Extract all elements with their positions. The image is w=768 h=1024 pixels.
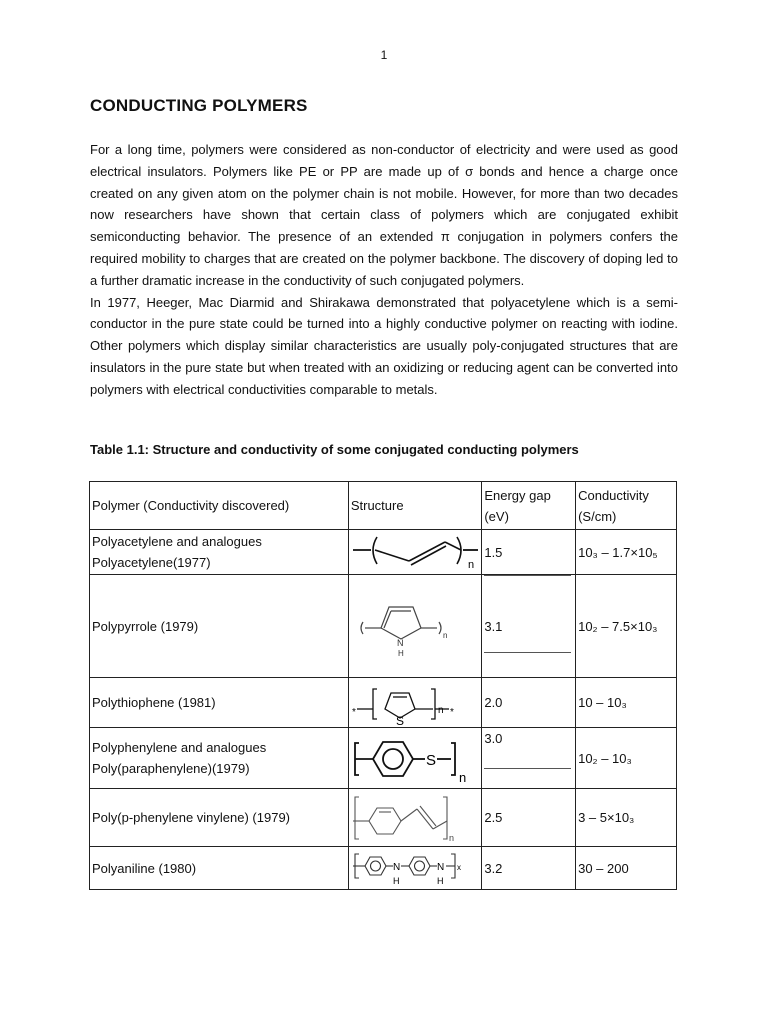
- structure-x-label: x: [456, 863, 461, 872]
- structure-cell: [348, 575, 482, 678]
- polypyrrole-structure-icon: [351, 576, 478, 676]
- asterisk-label: *: [351, 706, 356, 718]
- header-conductivity-line2: (S/cm): [578, 508, 617, 524]
- page-number: 1: [380, 48, 388, 62]
- structure-cell: [348, 728, 482, 789]
- polymer-name-line1: Polyphenylene and analogues: [92, 740, 267, 755]
- conductivity-cell: 3 – 5×10₃: [576, 789, 677, 847]
- header-energy-gap: [482, 482, 576, 530]
- polymer-name-line1: Polyacetylene and analogues: [92, 534, 262, 549]
- conductivity-cell: 10₂ – 7.5×10₃: [576, 575, 677, 678]
- energy-gap-cell: [482, 575, 576, 678]
- hydrogen-label: H: [397, 649, 404, 658]
- header-energy-gap-line2: (eV): [484, 508, 509, 524]
- polyphenylene-sulfide-structure-icon: [351, 729, 478, 787]
- polyaniline-structure-icon: [351, 848, 478, 888]
- conductivity-cell: 10₂ – 10₃: [576, 728, 677, 789]
- energy-gap-cell: [482, 728, 576, 789]
- energy-gap-cell: 3.2: [482, 847, 576, 890]
- structure-cell: [348, 530, 482, 575]
- hydrogen-label: H: [436, 876, 444, 886]
- cell-underline: [484, 768, 571, 769]
- paragraph-history: In 1977, Heeger, Mac Diarmid and Shirakawa demonstrated that polyacetylene which is a semi-conductor in the pure state could be turned into a highly conductive polymer on reacting with iodine. Other polymers which display similar characteristics are usually poly-conjugated structures that are insulators in the pure state but when treated with an oxidizing or reducing agent can be converted into polymers with electrical conductivities comparable to metals.: [90, 294, 678, 397]
- conductivity-cell: 30 – 200: [576, 847, 677, 890]
- sulfur-label: S: [425, 752, 436, 769]
- header-polymer: Polymer (Conductivity discovered): [90, 482, 349, 530]
- structure-cell: [348, 678, 482, 728]
- conductivity-cell: 10₃ – 1.7×10₅: [576, 530, 677, 575]
- table-row: [90, 678, 677, 728]
- polythiophene-structure-icon: [351, 679, 478, 727]
- ppv-structure-icon: [351, 791, 478, 845]
- header-structure: Structure: [348, 482, 482, 530]
- document-title: CONDUCTING POLYMERS: [90, 96, 308, 115]
- table-row: [90, 728, 677, 789]
- structure-cell: [348, 789, 482, 847]
- structure-n-label: n: [437, 704, 444, 716]
- structure-n-label: n: [442, 631, 448, 640]
- nitrogen-label: N: [436, 862, 445, 873]
- header-conductivity-line1: Conductivity: [578, 487, 649, 503]
- body-text: [90, 139, 678, 401]
- polymer-table: [89, 481, 677, 890]
- structure-n-label: n: [448, 832, 454, 843]
- table-row: [90, 575, 677, 678]
- structure-n-label: n: [458, 770, 467, 785]
- polymer-cell: Polypyrrole (1979): [90, 575, 349, 678]
- table-row: [90, 530, 677, 575]
- energy-gap-cell: 2.5: [482, 789, 576, 847]
- polymer-cell: Polythiophene (1981): [90, 678, 349, 728]
- header-energy-gap-line1: Energy gap: [484, 487, 551, 503]
- energy-gap-cell: [482, 530, 576, 575]
- polymer-cell: Poly(p-phenylene vinylene) (1979): [90, 789, 349, 847]
- hydrogen-label: H: [392, 876, 400, 886]
- energy-gap-value: 3.1: [484, 618, 503, 634]
- table-caption: Table 1.1: Structure and conductivity of some conjugated conducting polymers: [90, 442, 579, 457]
- energy-gap-value: 1.5: [484, 544, 503, 560]
- polymer-cell: Polyaniline (1980): [90, 847, 349, 890]
- asterisk-label: *: [449, 706, 454, 718]
- polymer-cell: [90, 530, 349, 575]
- sulfur-label: S: [395, 713, 404, 727]
- polymer-cell: [90, 728, 349, 789]
- energy-gap-value: 3.0: [484, 731, 503, 746]
- table-row: [90, 847, 677, 890]
- structure-n-label: n: [467, 559, 474, 571]
- polymer-name-line2: Polyacetylene(1977): [92, 555, 211, 570]
- nitrogen-label: N: [396, 638, 404, 648]
- energy-gap-cell: 2.0: [482, 678, 576, 728]
- paragraph-intro: For a long time, polymers were considered as non-conductor of electricity and were used as good electrical insulators. Polymers like PE or PP are made up of σ bonds and hence a charge once created on any given atom on the polymer chain is not mobile. However, for more than two decades now researchers have shown that certain class of polymers which are conjugated exhibit semiconducting behavior. The presence of an extended π conjugation in polymers confers the required mobility to charges that are created on the polymer backbone. The discovery of doping led to a further dramatic increase in the conductivity of such conjugated polymers.: [90, 142, 678, 288]
- table-header-row: [90, 482, 677, 530]
- structure-cell: [348, 847, 482, 890]
- conductivity-cell: 10 – 10₃: [576, 678, 677, 728]
- table-row: [90, 789, 677, 847]
- nitrogen-label: N: [392, 862, 401, 873]
- header-conductivity: [576, 482, 677, 530]
- polymer-name-line2: Poly(paraphenylene)(1979): [92, 761, 250, 776]
- polyacetylene-structure-icon: [351, 531, 478, 573]
- cell-underline: [484, 652, 571, 653]
